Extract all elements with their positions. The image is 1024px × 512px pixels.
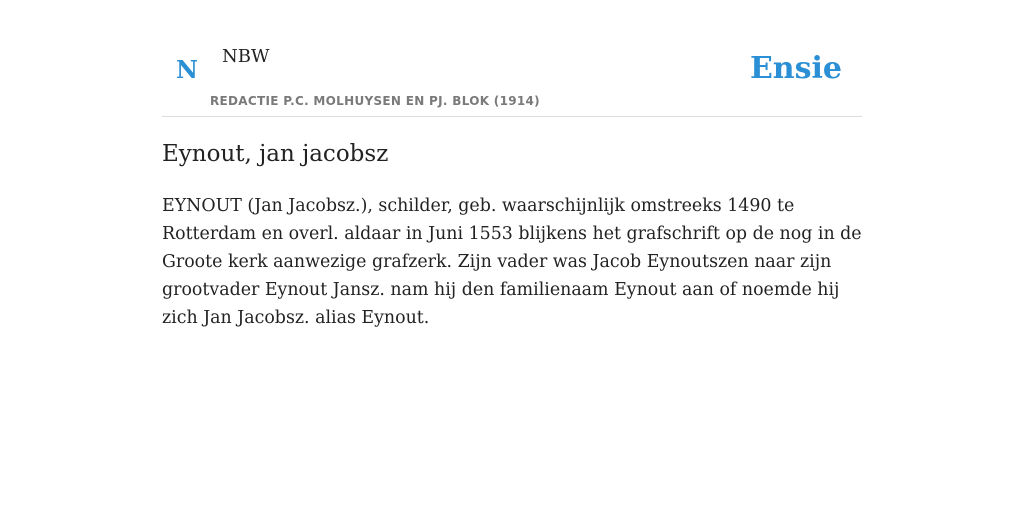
page (162, 0, 862, 512)
header (162, 0, 862, 117)
entry-title: Eynout, jan jacobsz (162, 141, 389, 167)
brand-logo[interactable]: Ensie (749, 51, 842, 86)
source-title[interactable]: NBW (222, 46, 270, 67)
entry-body: EYNOUT (Jan Jacobsz.), schilder, geb. waarschijnlijk omstreeks 1490 te Rotterdam en overl. aldaar in Juni 1553 blijkens het grafschrift op de nog in de Groote kerk aanwezige grafzerk. Zijn vader was Jacob Eynoutszen naar zijn grootvader Eynout Jansz. nam hij den familienaam Eynout aan of noemde hij zich Jan Jacobsz. alias Eynout. (162, 196, 862, 328)
source-subtitle: REDACTIE P.C. MOLHUYSEN EN PJ. BLOK (1914) (210, 94, 540, 108)
source-logo[interactable]: N (176, 55, 198, 84)
